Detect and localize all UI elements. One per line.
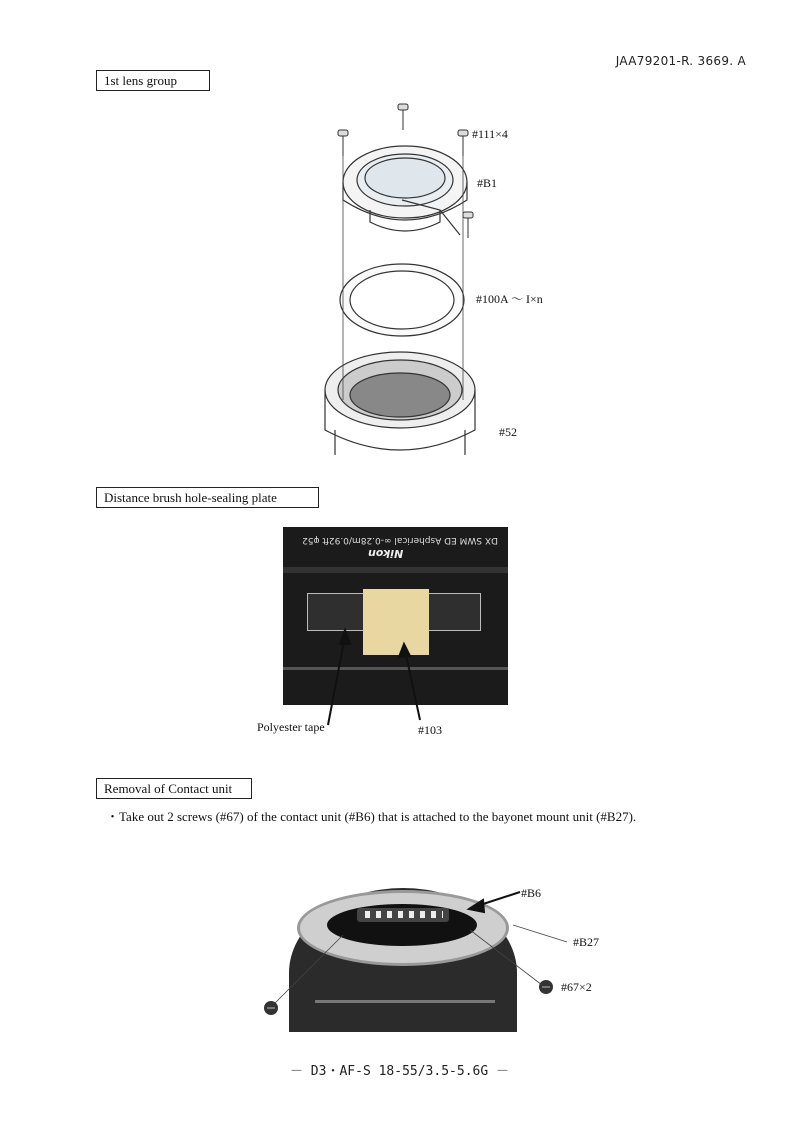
section-title-brush-plate: Distance brush hole-sealing plate (96, 487, 319, 508)
washer-100a (340, 264, 464, 336)
callout-contact-b6: #B6 (521, 886, 542, 900)
callout-barrel-52: #52 (499, 425, 517, 439)
instruction-body: Take out 2 screws (#67) of the contact unit (#B6) that is attached to the bayonet mount unit (#B27). (119, 809, 637, 824)
callout-lens-unit-b1: #B1 (477, 176, 498, 190)
section-title-contact-unit: Removal of Contact unit (96, 778, 252, 799)
nikon-logo-text: Nikon (368, 547, 404, 560)
callout-mount-b27: #B27 (573, 935, 600, 949)
callout-plate-103: #103 (418, 723, 442, 737)
bullet-mark: ・ (106, 809, 120, 824)
exploded-lens-diagram (310, 100, 530, 460)
lens-barrel-52 (325, 352, 475, 455)
brush-plate-arrows (300, 620, 460, 730)
lens-unit-b1 (343, 146, 467, 235)
callout-screws-111: #111×4 (472, 127, 508, 141)
section-title-1st-lens-group: 1st lens group (96, 70, 210, 91)
callout-screws-67: #67×2 (561, 980, 592, 994)
callout-washer-100a: #100A ～ I×n (476, 292, 543, 306)
lens-print-text: DX SWM ED Aspherical ∞-0.28m/0.92ft φ52 (302, 535, 498, 545)
callout-polyester-tape: Polyester tape (257, 720, 325, 734)
page-footer: － D3・AF-S 18-55/3.5-5.6G － (289, 1064, 509, 1079)
document-code: JAA79201-R. 3669. A (615, 54, 746, 68)
screw-icon (264, 980, 553, 1015)
contact-unit-pointers (255, 880, 585, 1020)
instruction-text (106, 806, 636, 825)
